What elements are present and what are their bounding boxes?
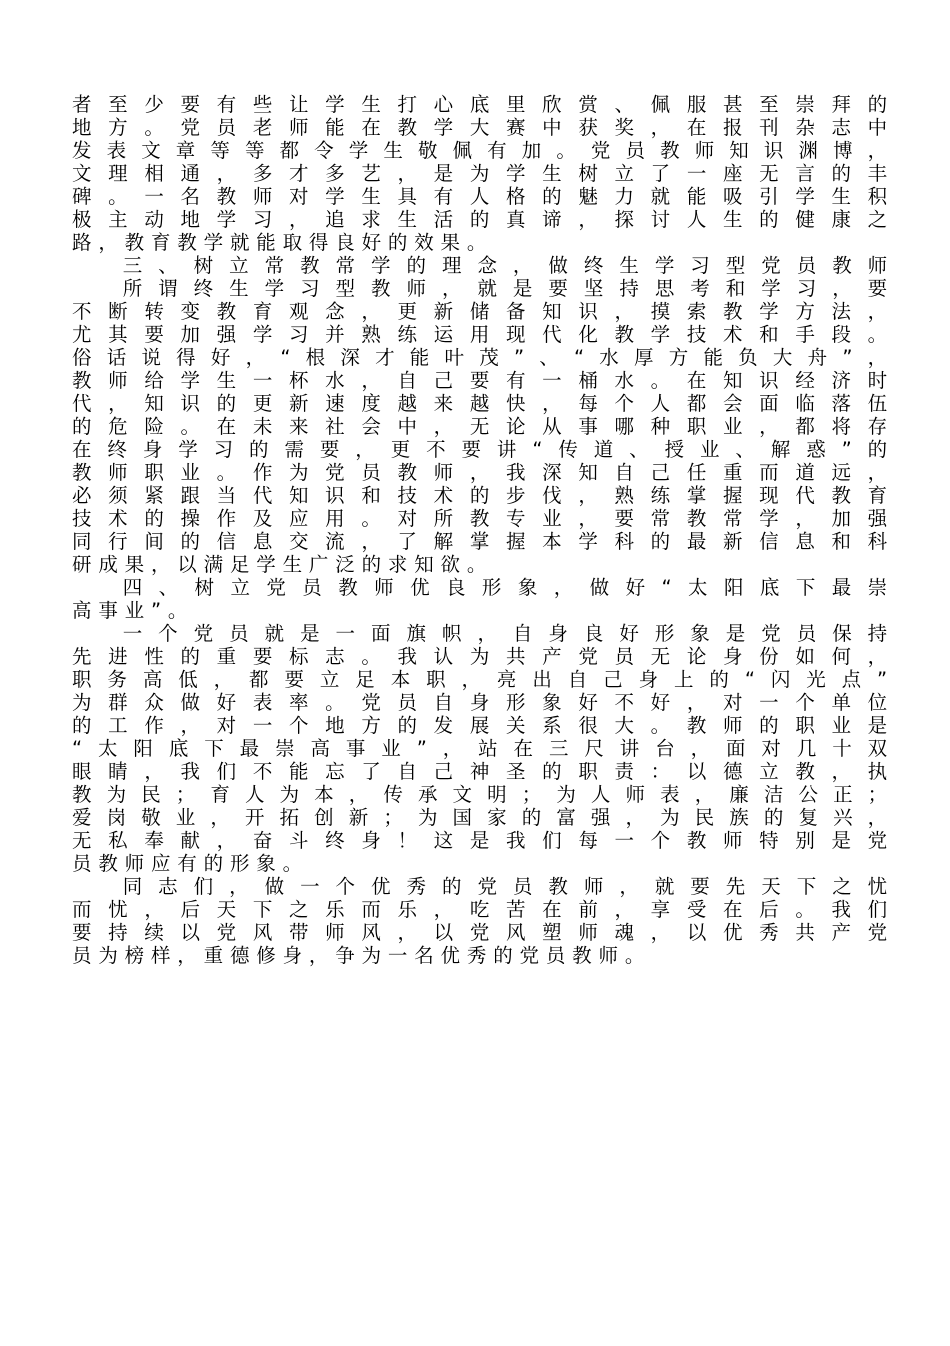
text-line: 教为民；育人为本，传承文明；为人师表，廉洁公正；	[72, 783, 894, 806]
text-line: 教师职业。作为党员教师，我深知自己任重而道远，	[72, 461, 894, 484]
text-line: 所谓终生学习型教师，就是要坚持思考和学习，要	[122, 277, 894, 300]
text-line: 为群众做好表率。党员自身形象好不好，对一个单位	[72, 691, 894, 714]
text-line: 职务高低，都要立足本职，亮出自己身上的“闪光点”	[72, 668, 894, 691]
text-line: 路，教育教学就能取得良好的效果。	[72, 231, 494, 254]
text-line: 的危险。在未来社会中，无论从事哪种职业，都将存	[72, 415, 894, 438]
text-line: 同行间的信息交流，了解掌握本学科的最新信息和科	[72, 530, 894, 553]
text-line: 尤其要加强学习并熟练运用现代化教学技术和手段。	[72, 323, 894, 346]
text-line: 俗话说得好，“根深才能叶茂”、“水厚方能负大舟”，	[72, 346, 894, 369]
text-line: 必须紧跟当代知识和技术的步伐，熟练掌握现代教育	[72, 484, 894, 507]
text-line: 而忧，后天下之乐而乐，吃苦在前，享受在后。我们	[72, 898, 894, 921]
text-line: 同志们，做一个优秀的党员教师，就要先天下之忧	[122, 875, 894, 898]
text-line: 员为榜样，重德修身，争为一名优秀的党员教师。	[72, 944, 652, 967]
text-line: 技术的操作及应用。对所教专业，要常教常学，加强	[72, 507, 894, 530]
text-line: 代，知识的更新速度越来越快，每个人都会面临落伍	[72, 392, 894, 415]
text-line: 不断转变教育观念，更新储备知识，摸索教学方法，	[72, 300, 894, 323]
text-line: 文理相通，多才多艺，是为学生树立了一座无言的丰	[72, 162, 894, 185]
text-line: 碑。一名教师对学生具有人格的魅力就能吸引学生积	[72, 185, 894, 208]
text-line: 先进性的重要标志。我认为共产党员无论身份如何，	[72, 645, 894, 668]
text-line: 要持续以党风带师风，以党风塑师魂，以优秀共产党	[72, 921, 894, 944]
text-line: 无私奉献，奋斗终身！这是我们每一个教师特别是党	[72, 829, 894, 852]
text-line: 一个党员就是一面旗帜，自身良好形象是党员保持	[122, 622, 894, 645]
text-line: 极主动地学习，追求生活的真谛，探讨人生的健康之	[72, 208, 894, 231]
section-heading-cont: 高事业”。	[72, 599, 195, 622]
text-line: 研成果，以满足学生广泛的求知欲。	[72, 553, 494, 576]
text-line: “太阳底下最崇高事业”，站在三尺讲台，面对几十双	[72, 737, 894, 760]
text-line: 地方。党员老师能在教学大赛中获奖，在报刊杂志中	[72, 116, 894, 139]
text-line: 的工作，对一个地方的发展关系很大。教师的职业是	[72, 714, 894, 737]
section-heading: 三、树立常教常学的理念，做终生学习型党员教师	[122, 254, 894, 277]
text-line: 者至少要有些让学生打心底里欣赏、佩服甚至崇拜的	[72, 93, 894, 116]
section-heading: 四、树立党员教师优良形象，做好“太阳底下最崇	[122, 576, 894, 599]
body-text	[72, 93, 894, 967]
text-line: 在终身学习的需要，更不要讲“传道、授业、解惑”的	[72, 438, 894, 461]
text-line: 眼睛，我们不能忘了自己神圣的职责：以德立教，执	[72, 760, 894, 783]
text-line: 员教师应有的形象。	[72, 852, 309, 875]
text-line: 教师给学生一杯水，自己要有一桶水。在知识经济时	[72, 369, 894, 392]
text-line: 发表文章等等都令学生敬佩有加。党员教师知识渊博，	[72, 139, 894, 162]
text-line: 爱岗敬业，开拓创新；为国家的富强，为民族的复兴，	[72, 806, 894, 829]
